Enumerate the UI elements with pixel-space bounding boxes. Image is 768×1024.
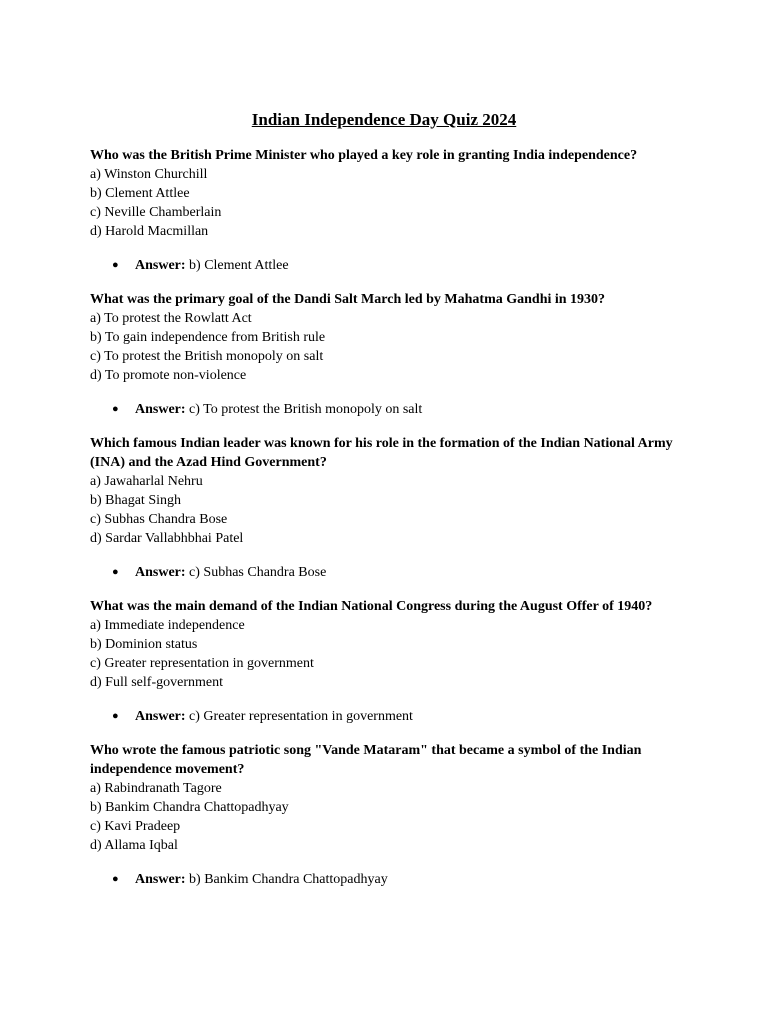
option-a: a) Immediate independence (90, 618, 245, 633)
question-text: Who was the British Prime Minister who played a key role in granting India independence? (90, 148, 638, 163)
option-b: b) Bankim Chandra Chattopadhyay (90, 800, 289, 815)
question-block (90, 146, 690, 275)
option-c: c) To protest the British monopoly on salt (90, 349, 324, 364)
answer-item (90, 563, 690, 582)
option-d: d) Allama Iqbal (90, 838, 178, 853)
option-c: c) Greater representation in government (90, 656, 314, 671)
question-text: What was the main demand of the Indian National Congress during the August Offer of 1940? (90, 599, 653, 614)
option-c: c) Subhas Chandra Bose (90, 512, 228, 527)
bullet-icon: ● (112, 566, 119, 578)
option-a: a) To protest the Rowlatt Act (90, 311, 252, 326)
answer-text: b) Clement Attlee (189, 258, 289, 273)
option-a: a) Rabindranath Tagore (90, 781, 222, 796)
question-block (90, 434, 690, 582)
option-d: d) Sardar Vallabhbhai Patel (90, 531, 244, 546)
option-d: d) Harold Macmillan (90, 224, 209, 239)
answer-item (90, 870, 690, 889)
option-a: a) Jawaharlal Nehru (90, 474, 203, 489)
option-d: d) To promote non-violence (90, 368, 247, 383)
bullet-icon: ● (112, 873, 119, 885)
answer-text: c) Greater representation in government (189, 709, 413, 724)
answer-text: c) To protest the British monopoly on salt (189, 402, 423, 417)
answer-text: c) Subhas Chandra Bose (189, 565, 327, 580)
answer-label: Answer: (135, 565, 186, 580)
bullet-icon: ● (112, 403, 119, 415)
answer-label: Answer: (135, 258, 186, 273)
quiz-content (90, 146, 690, 904)
answer-text: b) Bankim Chandra Chattopadhyay (189, 872, 388, 887)
question-text: Which famous Indian leader was known for his role in the formation of the Indian National Army (INA) and the Azad Hind Government? (90, 436, 673, 470)
answer-label: Answer: (135, 402, 186, 417)
option-b: b) Clement Attlee (90, 186, 190, 201)
question-block (90, 597, 690, 726)
question-text: What was the primary goal of the Dandi Salt March led by Mahatma Gandhi in 1930? (90, 292, 606, 307)
option-a: a) Winston Churchill (90, 167, 208, 182)
question-text: Who wrote the famous patriotic song "Vande Mataram" that became a symbol of the Indian independence movement? (90, 743, 642, 777)
option-b: b) To gain independence from British rule (90, 330, 326, 345)
page-title: Indian Independence Day Quiz 2024 (251, 110, 517, 129)
answer-label: Answer: (135, 709, 186, 724)
question-block (90, 290, 690, 419)
option-c: c) Kavi Pradeep (90, 819, 181, 834)
option-b: b) Dominion status (90, 637, 198, 652)
option-c: c) Neville Chamberlain (90, 205, 222, 220)
bullet-icon: ● (112, 710, 119, 722)
answer-label: Answer: (135, 872, 186, 887)
option-b: b) Bhagat Singh (90, 493, 181, 508)
option-d: d) Full self-government (90, 675, 223, 690)
answer-item (90, 256, 690, 275)
answer-item (90, 707, 690, 726)
bullet-icon: ● (112, 259, 119, 271)
question-block (90, 741, 690, 889)
answer-item (90, 400, 690, 419)
